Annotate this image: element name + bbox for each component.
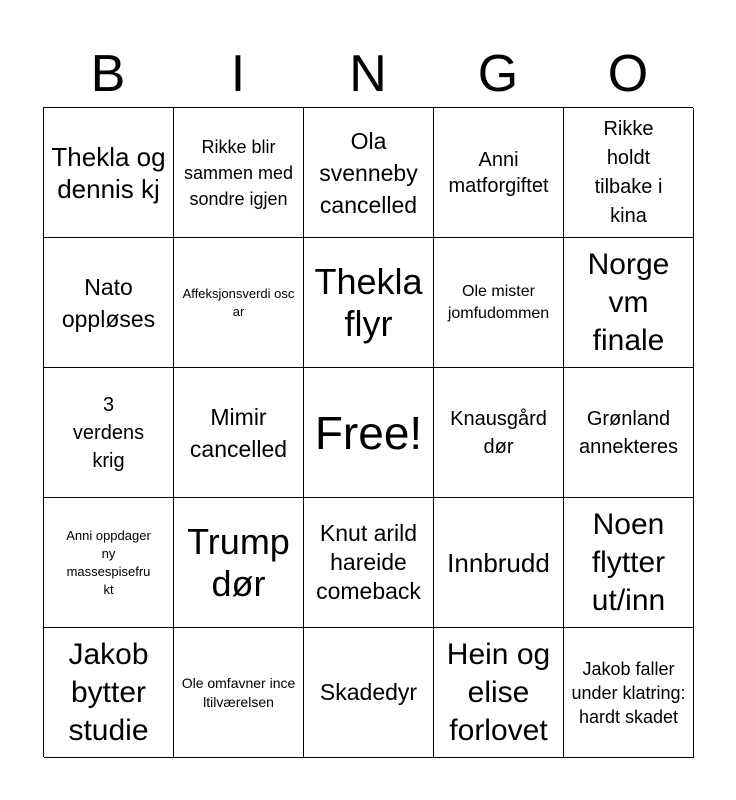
bingo-grid	[43, 107, 693, 757]
cell-text: Trump dør	[187, 520, 290, 604]
cell-text: Mimir cancelled	[189, 403, 288, 462]
header-letter-g: G	[477, 45, 519, 103]
header-letter-i: I	[230, 45, 246, 103]
cell-text: Ola svenneby cancelled	[319, 127, 418, 218]
bingo-cell-r1c4[interactable]	[434, 108, 564, 238]
bingo-header	[43, 40, 693, 108]
bingo-cell-r4c3[interactable]	[304, 498, 434, 628]
bingo-cell-r4c2[interactable]	[174, 498, 304, 628]
cell-text: Grønland annekteres	[579, 407, 678, 458]
cell-text: Ole omfavner inceltilværelsen	[181, 674, 296, 710]
bingo-cell-r4c4[interactable]	[434, 498, 564, 628]
bingo-cell-r1c3[interactable]	[304, 108, 434, 238]
bingo-cell-r1c1[interactable]	[44, 108, 174, 238]
cell-text: Anni matforgiftet	[448, 148, 549, 197]
cell-text: Noen flytter ut/inn	[591, 507, 666, 617]
cell-text: Free!	[314, 406, 423, 459]
cell-text: Affeksjonsverdi oscar	[182, 285, 295, 319]
cell-text: Innbrudd	[447, 547, 550, 578]
bingo-cell-r3c3[interactable]	[304, 368, 434, 498]
bingo-cell-r3c1[interactable]	[44, 368, 174, 498]
bingo-cell-r1c5[interactable]	[564, 108, 694, 238]
cell-text: Jakob faller under klatring: hardt skadet	[571, 658, 686, 727]
bingo-cell-r3c2[interactable]	[174, 368, 304, 498]
cell-text: Norge vm finale	[587, 247, 670, 357]
header-letter-n: N	[349, 45, 387, 103]
cell-text: Anni oppdager ny massespisefrukt	[66, 527, 151, 597]
bingo-cell-r5c4[interactable]	[434, 628, 564, 758]
cell-text: Rikke blir sammen med sondre igjen	[183, 136, 294, 209]
cell-text: Hein og elise forlovet	[446, 637, 551, 747]
cell-text: Ole mister jomfudommen	[447, 282, 550, 322]
bingo-cell-r5c3[interactable]	[304, 628, 434, 758]
bingo-cell-r5c5[interactable]	[564, 628, 694, 758]
bingo-cell-r2c3[interactable]	[304, 238, 434, 368]
cell-text: Skadedyr	[319, 679, 418, 705]
header-letter-b: B	[90, 45, 126, 103]
cell-text: Rikke holdt tilbake i kina	[594, 117, 663, 227]
header-letter-o: O	[607, 45, 649, 103]
bingo-cell-r3c5[interactable]	[564, 368, 694, 498]
bingo-cell-r4c1[interactable]	[44, 498, 174, 628]
bingo-cell-r2c2[interactable]	[174, 238, 304, 368]
cell-text: Thekla flyr	[314, 260, 423, 344]
cell-text: Jakob bytter studie	[68, 637, 149, 747]
cell-text: Knausgård dør	[450, 407, 547, 458]
bingo-cell-r2c4[interactable]	[434, 238, 564, 368]
bingo-cell-r1c2[interactable]	[174, 108, 304, 238]
bingo-cell-r4c5[interactable]	[564, 498, 694, 628]
cell-text: Thekla og dennis kj	[51, 141, 166, 204]
cell-text: Nato oppløses	[61, 273, 156, 332]
bingo-cell-r3c4[interactable]	[434, 368, 564, 498]
bingo-cell-r2c1[interactable]	[44, 238, 174, 368]
bingo-cell-r5c1[interactable]	[44, 628, 174, 758]
bingo-cell-r2c5[interactable]	[564, 238, 694, 368]
bingo-cell-r5c2[interactable]	[174, 628, 304, 758]
cell-text: Knut arild hareide comeback	[316, 520, 421, 604]
cell-text: 3 verdenskrig	[72, 393, 145, 472]
